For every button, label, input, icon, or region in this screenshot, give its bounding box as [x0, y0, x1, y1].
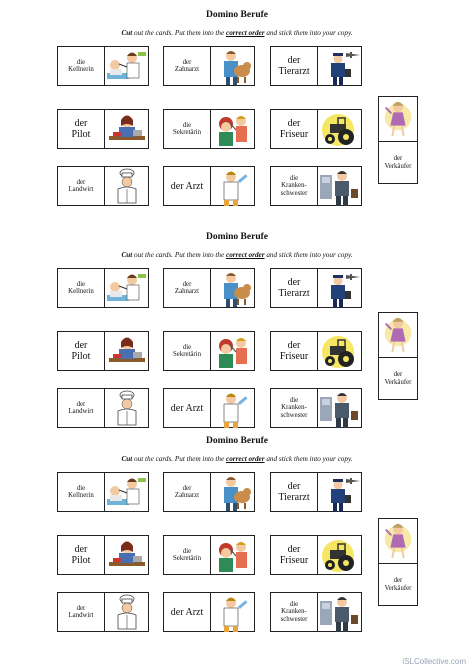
card-word: [164, 269, 210, 307]
card-noun: Verkäufer: [384, 585, 412, 592]
card-word: [271, 593, 317, 631]
card-noun: der Arzt: [170, 402, 204, 414]
card-word: [379, 564, 417, 606]
chef-icon: [105, 593, 149, 631]
side-domino-card: [378, 518, 418, 606]
section-title: Domino Berufe: [205, 10, 268, 20]
instr-cut: Cut: [121, 455, 133, 463]
card-word: [164, 47, 210, 85]
domino-card: [57, 535, 149, 575]
instr-cut: Cut: [121, 251, 133, 259]
card-word: [164, 110, 210, 148]
card-article: der: [287, 340, 301, 351]
card-article: der: [287, 55, 301, 66]
doctor-syringe-icon: [211, 389, 255, 427]
tractor-icon: [318, 536, 362, 574]
card-noun: Verkäufer: [384, 379, 412, 386]
domino-card: [163, 535, 255, 575]
side-domino-card: [378, 96, 418, 184]
card-word: [271, 389, 317, 427]
card-article: die: [182, 547, 192, 555]
card-word: [271, 269, 317, 307]
nurse-icon: [379, 313, 417, 357]
nurse-icon: [379, 97, 417, 141]
pilot-airplane-icon: [318, 269, 362, 307]
site-watermark: iSLCollective.com: [402, 657, 466, 666]
card-noun: Pilot: [71, 351, 91, 362]
card-noun: Tierarzt: [278, 288, 310, 299]
card-word: [58, 167, 104, 205]
chef-icon: [105, 167, 149, 205]
card-noun: Zahnarzt: [174, 492, 200, 499]
card-article: der: [74, 118, 88, 129]
card-word: [164, 536, 210, 574]
veterinarian-dog-icon: [211, 473, 255, 511]
instr-text: out the cards. Put them into the: [132, 29, 226, 37]
card-noun: Tierarzt: [278, 66, 310, 77]
instructions: [0, 251, 474, 259]
card-word: [164, 332, 210, 370]
nurse-icon: [379, 519, 417, 563]
card-noun: Kellnerin: [68, 288, 94, 295]
card-noun: der Arzt: [170, 180, 204, 192]
card-word: [58, 536, 104, 574]
domino-card: [57, 592, 149, 632]
card-article: der: [287, 118, 301, 129]
card-article: der: [74, 340, 88, 351]
secretary-phone-icon: [105, 536, 149, 574]
instr-text: and stick them into your copy.: [264, 455, 353, 463]
card-word: [58, 389, 104, 427]
card-noun: Kranken- schwester: [280, 608, 308, 623]
domino-card: [163, 472, 255, 512]
card-noun: Verkäufer: [384, 163, 412, 170]
domino-card: [163, 166, 255, 206]
instructions: [0, 455, 474, 463]
salesman-icon: [318, 389, 362, 427]
card-word: [164, 167, 210, 205]
card-word: [271, 332, 317, 370]
card-noun: der Arzt: [170, 606, 204, 618]
domino-card: [270, 166, 362, 206]
card-article: der: [182, 58, 192, 66]
card-noun: Kellnerin: [68, 492, 94, 499]
instr-cut: Cut: [121, 29, 133, 37]
hairdresser-icon: [211, 332, 255, 370]
secretary-phone-icon: [105, 332, 149, 370]
pilot-airplane-icon: [318, 47, 362, 85]
hairdresser-icon: [211, 110, 255, 148]
doctor-syringe-icon: [211, 593, 255, 631]
card-word: [58, 332, 104, 370]
section-title: Domino Berufe: [205, 232, 268, 242]
card-word: [164, 389, 210, 427]
card-article: der: [76, 604, 86, 612]
card-noun: Landwirt: [68, 186, 94, 193]
domino-card: [270, 388, 362, 428]
card-noun: Tierarzt: [278, 492, 310, 503]
side-domino-card: [378, 312, 418, 400]
card-article: die: [289, 174, 299, 182]
domino-card: [57, 109, 149, 149]
tractor-icon: [318, 332, 362, 370]
section-title: Domino Berufe: [205, 436, 268, 446]
domino-card: [270, 46, 362, 86]
card-article: die: [76, 280, 86, 288]
instr-correct-order: correct order: [226, 29, 265, 37]
domino-card: [270, 268, 362, 308]
card-article: die: [182, 121, 192, 129]
card-noun: Friseur: [279, 129, 309, 140]
card-word: [379, 358, 417, 400]
domino-card: [57, 388, 149, 428]
card-noun: Zahnarzt: [174, 288, 200, 295]
instr-text: and stick them into your copy.: [264, 29, 353, 37]
card-noun: Kranken- schwester: [280, 182, 308, 197]
card-word: [271, 110, 317, 148]
card-article: die: [182, 343, 192, 351]
domino-card: [57, 46, 149, 86]
card-word: [271, 536, 317, 574]
card-word: [58, 47, 104, 85]
card-article: der: [287, 277, 301, 288]
domino-card: [163, 388, 255, 428]
salesman-icon: [318, 593, 362, 631]
card-noun: Landwirt: [68, 612, 94, 619]
card-noun: Friseur: [279, 555, 309, 566]
domino-card: [270, 109, 362, 149]
card-noun: Kellnerin: [68, 66, 94, 73]
doctor-syringe-icon: [211, 167, 255, 205]
card-noun: Friseur: [279, 351, 309, 362]
card-word: [58, 110, 104, 148]
card-article: die: [289, 600, 299, 608]
card-article: die: [76, 58, 86, 66]
card-noun: Pilot: [71, 129, 91, 140]
domino-card: [163, 592, 255, 632]
card-noun: Sekretärin: [173, 129, 201, 136]
dentist-scene-icon: [105, 47, 149, 85]
dentist-scene-icon: [105, 473, 149, 511]
domino-card: [57, 472, 149, 512]
card-word: [271, 473, 317, 511]
instr-text: out the cards. Put them into the: [132, 455, 226, 463]
card-article: der: [182, 484, 192, 492]
card-word: [58, 269, 104, 307]
veterinarian-dog-icon: [211, 47, 255, 85]
card-noun: Sekretärin: [173, 555, 201, 562]
domino-card: [270, 472, 362, 512]
domino-card: [163, 109, 255, 149]
pilot-airplane-icon: [318, 473, 362, 511]
dentist-scene-icon: [105, 269, 149, 307]
domino-card: [163, 331, 255, 371]
hairdresser-icon: [211, 536, 255, 574]
card-word: [164, 593, 210, 631]
tractor-icon: [318, 110, 362, 148]
chef-icon: [105, 389, 149, 427]
instr-correct-order: correct order: [226, 251, 265, 259]
domino-card: [163, 268, 255, 308]
card-word: [58, 593, 104, 631]
card-noun: Kranken- schwester: [280, 404, 308, 419]
card-article: der: [287, 544, 301, 555]
domino-card: [57, 331, 149, 371]
card-article: der: [393, 370, 403, 378]
instr-text: and stick them into your copy.: [264, 251, 353, 259]
salesman-icon: [318, 167, 362, 205]
domino-card: [163, 46, 255, 86]
domino-card: [57, 166, 149, 206]
card-word: [164, 473, 210, 511]
card-noun: Sekretärin: [173, 351, 201, 358]
card-article: der: [76, 400, 86, 408]
card-article: der: [76, 178, 86, 186]
instructions: [0, 29, 474, 37]
card-article: der: [393, 576, 403, 584]
instr-text: out the cards. Put them into the: [132, 251, 226, 259]
card-word: [271, 47, 317, 85]
instr-correct-order: correct order: [226, 455, 265, 463]
card-noun: Pilot: [71, 555, 91, 566]
domino-card: [57, 268, 149, 308]
card-word: [271, 167, 317, 205]
secretary-phone-icon: [105, 110, 149, 148]
card-word: [379, 142, 417, 184]
domino-card: [270, 592, 362, 632]
card-article: der: [74, 544, 88, 555]
card-word: [58, 473, 104, 511]
card-article: der: [287, 481, 301, 492]
card-article: der: [393, 154, 403, 162]
domino-card: [270, 535, 362, 575]
card-article: der: [182, 280, 192, 288]
card-article: die: [76, 484, 86, 492]
card-article: die: [289, 396, 299, 404]
card-noun: Landwirt: [68, 408, 94, 415]
veterinarian-dog-icon: [211, 269, 255, 307]
domino-card: [270, 331, 362, 371]
card-noun: Zahnarzt: [174, 66, 200, 73]
